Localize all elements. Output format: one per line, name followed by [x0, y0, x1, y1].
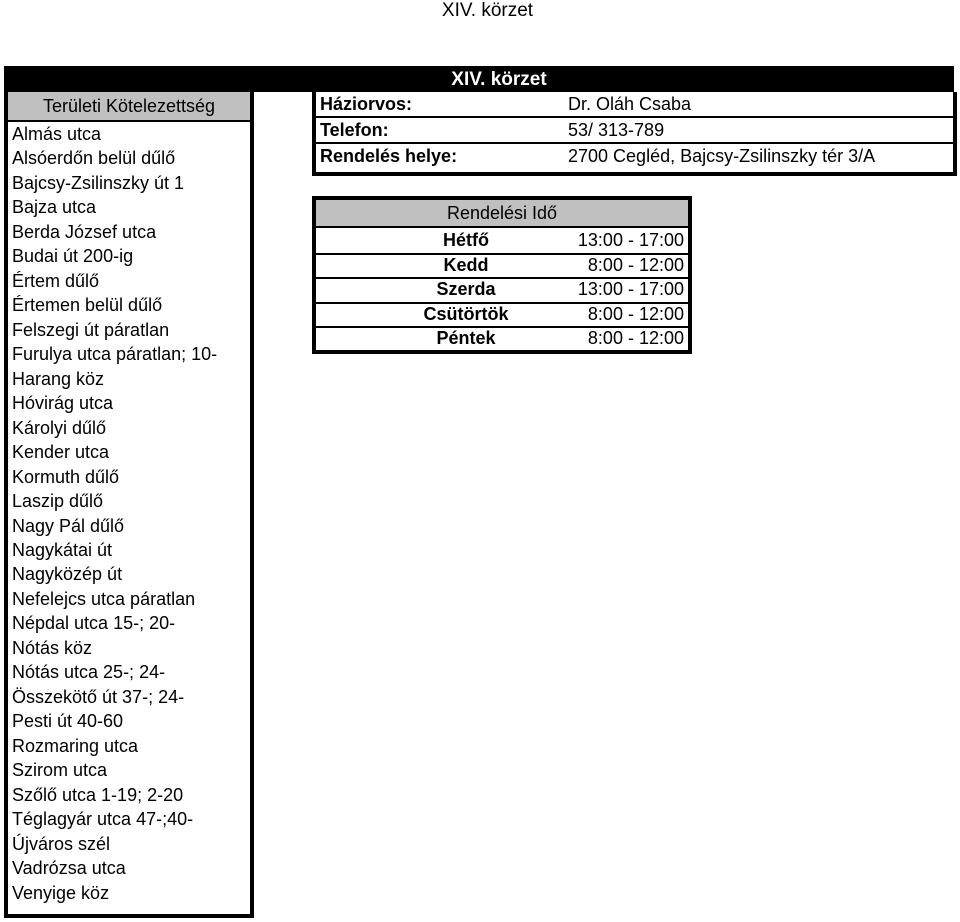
street-item: Harang köz	[12, 368, 105, 389]
doctor-info-panel	[312, 92, 957, 176]
street-item: Téglagyár utca 47-;40-	[12, 809, 194, 830]
page-title: XIV. körzet	[441, 0, 534, 21]
hours-row-friday	[316, 326, 688, 351]
location-row	[316, 144, 953, 168]
street-item: Berda József utca	[12, 221, 157, 242]
hours-row-wednesday	[316, 277, 688, 304]
street-item: Hóvirág utca	[12, 393, 114, 414]
street-item: Bajza utca	[12, 197, 97, 218]
physician-value: Dr. Oláh Csaba	[568, 94, 692, 114]
hours-day: Péntek	[436, 328, 496, 348]
hours-row-monday	[316, 228, 688, 255]
street-item: Nótás köz	[12, 637, 93, 658]
hours-day: Hétfő	[443, 230, 489, 250]
street-item: Alsóerdőn belül dűlő	[12, 148, 176, 169]
hours-time: 8:00 - 12:00	[587, 303, 684, 324]
street-item: Budai út 200-ig	[12, 246, 134, 267]
street-item: Nefelejcs utca páratlan	[12, 588, 196, 609]
street-item: Nagykátai út	[12, 539, 113, 560]
phone-row	[316, 118, 953, 144]
street-item: Laszip dűlő	[12, 491, 104, 512]
district-header-bar: XIV. körzet	[4, 66, 954, 92]
street-item: Nagy Pál dűlő	[12, 515, 125, 536]
physician-row	[316, 92, 953, 118]
hours-time: 13:00 - 17:00	[577, 279, 684, 299]
street-item: Újváros szél	[12, 833, 111, 854]
hours-day: Szerda	[436, 279, 496, 299]
street-item: Kormuth dűlő	[12, 466, 120, 487]
street-item: Összekötő út 37-; 24-	[12, 686, 185, 707]
hours-row-tuesday	[316, 253, 688, 280]
street-item: Károlyi dűlő	[12, 417, 107, 438]
phone-label: Telefon:	[320, 120, 389, 140]
hours-row-thursday	[316, 302, 688, 329]
street-item: Kender utca	[12, 442, 110, 463]
street-item: Szirom utca	[12, 760, 108, 781]
hours-time: 8:00 - 12:00	[587, 254, 684, 275]
street-item: Furulya utca páratlan; 10-	[12, 344, 218, 365]
street-item: Rozmaring utca	[12, 735, 139, 756]
location-value: 2700 Cegléd, Bajcsy-Zsilinszky tér 3/A	[568, 146, 876, 166]
street-item: Bajcsy-Zsilinszky út 1	[12, 172, 185, 193]
location-label: Rendelés helye:	[320, 146, 458, 166]
street-item: Népdal utca 15-; 20-	[12, 613, 176, 634]
street-item: Vadrózsa utca	[12, 858, 126, 879]
street-item: Felszegi út páratlan	[12, 319, 170, 340]
street-item: Értemen belül dűlő	[12, 295, 163, 316]
street-list-panel	[4, 92, 254, 918]
hours-time: 13:00 - 17:00	[577, 230, 684, 250]
hours-time: 8:00 - 12:00	[587, 328, 684, 348]
street-item: Venyige köz	[12, 882, 110, 903]
physician-label: Háziorvos:	[320, 94, 413, 114]
street-item: Értem dűlő	[12, 270, 100, 291]
office-hours-header: Rendelési Idő	[316, 200, 688, 228]
street-item: Szőlő utca 1-19; 2-20	[12, 784, 184, 805]
street-item: Almás utca	[12, 124, 102, 144]
office-hours-panel	[312, 196, 692, 354]
street-item: Pesti út 40-60	[12, 711, 124, 732]
hours-day: Kedd	[443, 254, 489, 275]
street-list	[12, 122, 217, 905]
street-item: Nótás utca 25-; 24-	[12, 662, 166, 683]
phone-value: 53/ 313-789	[568, 120, 665, 140]
street-item: Nagyközép út	[12, 564, 123, 585]
hours-day: Csütörtök	[423, 303, 509, 324]
street-list-header: Területi Kötelezettség	[8, 92, 250, 122]
